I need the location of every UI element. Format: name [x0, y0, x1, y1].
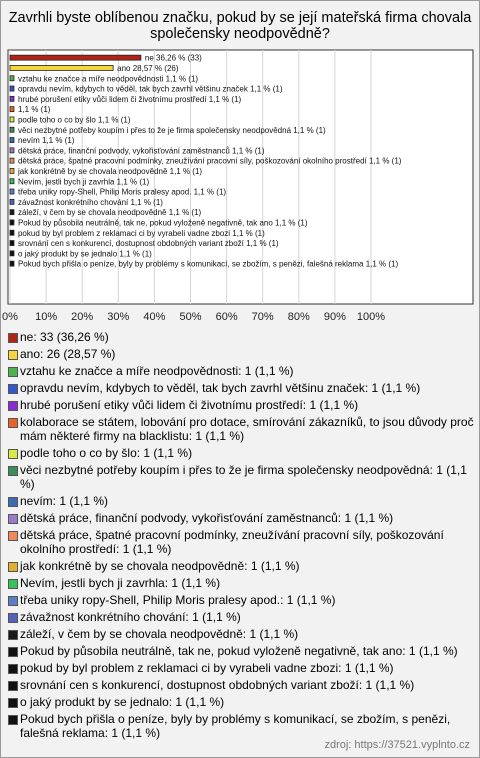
legend-swatch [8, 418, 18, 428]
legend-item [8, 712, 474, 740]
legend-label: Pokud bych přišla o peníze, byly by problémy s komunikací, se zbožím, s penězi, falešná reklama: 1 (1,1 %) [20, 712, 451, 740]
legend-swatch [8, 531, 18, 541]
bar [10, 117, 14, 122]
legend-label: podle toho o co by šlo: 1 (1,1 %) [20, 446, 193, 460]
bar [10, 210, 14, 215]
legend-item [8, 494, 474, 508]
x-tick-label: 90% [323, 311, 346, 323]
legend-item [8, 678, 474, 692]
legend-swatch [8, 647, 18, 657]
bar [10, 251, 14, 256]
bar [10, 107, 14, 112]
legend-label: nevím: 1 (1,1 %) [20, 494, 109, 508]
bar-label: třeba uniky ropy-Shell, Philip Moris pralesy apod. 1,1 % (1) [17, 187, 227, 197]
legend-item [8, 446, 474, 460]
legend-swatch [8, 630, 18, 640]
bar-label: věci nezbytné potřeby koupím i přes to že je firma společensky neodpovědná 1,1 % (1) [17, 125, 326, 135]
legend-swatch [8, 401, 18, 411]
chart-title: Zavrhli byste oblíbenou značku, pokud by se její mateřská firma chovala společensky neodpovědně? [8, 10, 472, 42]
legend-label: kolaborace se státem, lobování pro dotace, smírování zákazníků, to jsou důvody proč mám některé firmy na blacklistu: 1 (1,1 %) [20, 415, 474, 443]
legend-item [8, 695, 474, 709]
legend-item [8, 593, 474, 607]
legend-swatch [8, 367, 18, 377]
bar-label: vztahu ke značce a míře neodpovědnosti 1,1 % (1) [17, 74, 199, 84]
legend-item [8, 511, 474, 525]
bar [10, 241, 14, 246]
legend-item [8, 576, 474, 590]
source-note: zdroj: https://37521.vyplnto.cz [324, 739, 470, 751]
x-tick-label: 10% [35, 311, 58, 323]
legend-label: dětská práce, finanční podvody, vykořisťování zaměstnanců: 1 (1,1 %) [20, 511, 394, 525]
x-tick-label: 60% [215, 311, 238, 323]
x-tick-label: 30% [107, 311, 130, 323]
legend-label: ano: 26 (28,57 %) [20, 347, 116, 361]
legend-item [8, 644, 474, 658]
bar [10, 55, 141, 60]
legend-label: závažnost konkrétního chování: 1 (1,1 %) [20, 610, 241, 624]
bar-label: dětská práce, finanční podvody, vykořisťování zaměstnanců 1,1 % (1) [17, 146, 265, 156]
legend-label: opravdu nevím, kdybych to věděl, tak bych zavrhl většinu značek: 1 (1,1 %) [20, 381, 421, 395]
legend-label: dětská práce, špatné pracovní podmínky, zneužívání pracovní síly, poškozování okolního prostředí: 1 (1,1 %) [20, 528, 444, 556]
bar [10, 158, 14, 163]
legend-label: o jaký produkt by se jednalo: 1 (1,1 %) [20, 695, 225, 709]
legend-item [8, 347, 474, 361]
bar [10, 230, 14, 235]
legend-swatch [8, 497, 18, 507]
legend-swatch [8, 596, 18, 606]
legend-swatch [8, 514, 18, 524]
legend [8, 330, 474, 743]
bar-label: Pokud bych přišla o peníze, byly by problémy s komunikací, se zbožím, s penězi, falešná reklama 1,1 % (1) [17, 259, 399, 269]
bar [10, 189, 14, 194]
bar [10, 199, 14, 204]
legend-item [8, 661, 474, 675]
legend-label: jak konkrétně by se chovala neodpovědně: 1 (1,1 %) [20, 559, 300, 573]
bar-label: Nevím, jestli bych ji zavrhla 1,1 % (1) [17, 177, 150, 187]
legend-item [8, 610, 474, 624]
legend-item [8, 463, 474, 491]
legend-label: třeba uniky ropy-Shell, Philip Moris pralesy apod.: 1 (1,1 %) [20, 593, 336, 607]
bar [10, 65, 113, 70]
bar [10, 127, 14, 132]
legend-swatch [8, 449, 18, 459]
legend-label: Pokud by působila neutrálně, tak ne, pokud vyloženě negativně, tak ano: 1 (1,1 %) [20, 644, 458, 658]
legend-label: ne: 33 (36,26 %) [20, 330, 109, 344]
legend-swatch [8, 613, 18, 623]
x-tick-label: 50% [179, 311, 202, 323]
bar-label: ne 36,26 % (33) [144, 53, 202, 63]
bar [10, 261, 14, 266]
x-tick-label: 0% [2, 311, 18, 323]
bar-label: nevím 1,1 % (1) [17, 136, 75, 146]
legend-item [8, 528, 474, 556]
bar-label: opravdu nevím, kdybych to věděl, tak bych zavrhl většinu značek 1,1 % (1) [17, 84, 283, 94]
legend-item [8, 415, 474, 443]
bar [10, 179, 14, 184]
bar-label: 1,1 % (1) [17, 105, 51, 115]
bar-label: ano 28,57 % (26) [117, 63, 179, 73]
bar [10, 220, 14, 225]
legend-label: vztahu ke značce a míře neodpovědnosti: 1 (1,1 %) [20, 364, 294, 378]
legend-item [8, 364, 474, 378]
legend-item [8, 381, 474, 395]
legend-label: Nevím, jestli bych ji zavrhla: 1 (1,1 %) [20, 576, 221, 590]
legend-item [8, 627, 474, 641]
bar [10, 86, 14, 91]
legend-swatch [8, 681, 18, 691]
legend-label: hrubé porušení etiky vůči lidem či životnímu prostředí: 1 (1,1 %) [20, 398, 359, 412]
legend-swatch [8, 384, 18, 394]
legend-swatch [8, 466, 18, 476]
bar-label: záleží, v čem by se chovala neodpovědně 1,1 % (1) [17, 208, 202, 218]
x-tick-label: 80% [287, 311, 310, 323]
legend-swatch [8, 698, 18, 708]
legend-item [8, 330, 474, 344]
legend-swatch [8, 664, 18, 674]
legend-label: pokud by byl problem z reklamaci ci by vyrabeli vadne zbozi: 1 (1,1 %) [20, 661, 394, 675]
legend-swatch [8, 350, 18, 360]
bar-label: srovnání cen s konkurencí, dostupnost obdobných variant zboží 1,1 % (1) [17, 239, 279, 249]
bar [10, 148, 14, 153]
legend-swatch [8, 562, 18, 572]
bar-label: hrubé porušení etiky vůči lidem či životnímu prostředí 1,1 % (1) [17, 94, 242, 104]
bar [10, 168, 14, 173]
legend-item [8, 559, 474, 573]
legend-swatch [8, 333, 18, 343]
bar [10, 76, 14, 81]
legend-swatch [8, 715, 18, 725]
legend-item [8, 398, 474, 412]
x-tick-label: 100% [356, 311, 386, 323]
x-tick-label: 70% [251, 311, 274, 323]
bar [10, 138, 14, 143]
legend-label: srovnání cen s konkurencí, dostupnost obdobných variant zboží: 1 (1,1 %) [20, 678, 415, 692]
bar-label: podle toho o co by šlo 1,1 % (1) [17, 115, 131, 125]
bar [10, 96, 14, 101]
legend-label: záleží, v čem by se chovala neodpovědně: 1 (1,1 %) [20, 627, 299, 641]
bar-label: Pokud by působila neutrálně, tak ne, pokud vyloženě negativně, tak ano 1,1 % (1) [17, 218, 308, 228]
legend-label: věci nezbytné potřeby koupím i přes to že je firma společensky neodpovědná: 1 (1,1 %) [20, 463, 467, 491]
bar-label: jak konkrétně by se chovala neodpovědně 1,1 % (1) [17, 166, 203, 176]
bar-label: pokud by byl problem z reklamaci ci by vyrabeli vadne zbozi 1,1 % (1) [17, 228, 265, 238]
x-tick-label: 20% [71, 311, 94, 323]
bar-chart [0, 0, 480, 330]
bar-label: o jaký produkt by se jednalo 1,1 % (1) [17, 249, 152, 259]
legend-swatch [8, 579, 18, 589]
bar-label: dětská práce, špatné pracovní podmínky, zneužívání pracovní síly, poškozování okolního prostředí 1,1 % (1) [17, 156, 402, 166]
bar-label: závažnost konkrétního chování 1,1 % (1) [17, 197, 163, 207]
x-tick-label: 40% [143, 311, 166, 323]
